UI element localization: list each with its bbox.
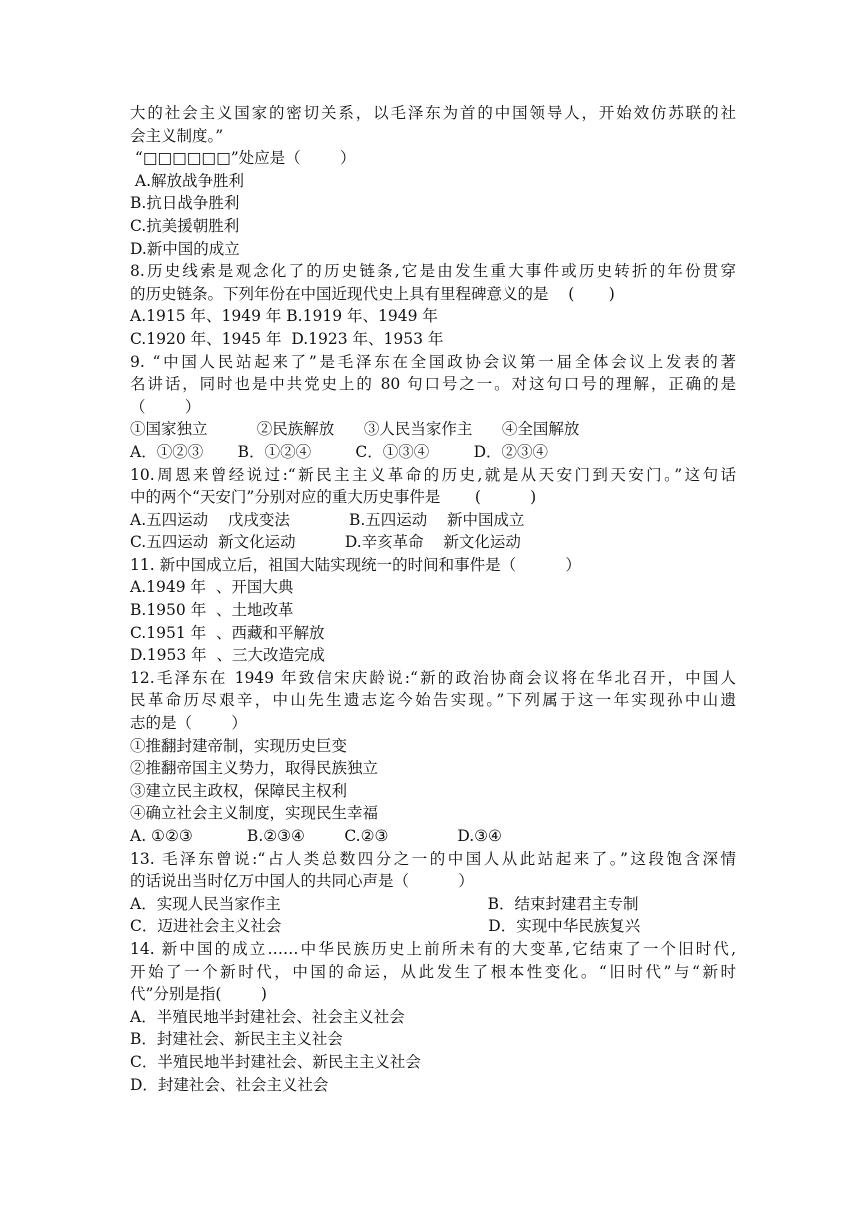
text-line: 会主义制度。” — [130, 126, 224, 145]
option-line: A. ①②③ B.②③④ C.②③ D.③④ — [130, 827, 502, 845]
option-line: ③建立民主政权，保障民主权利 — [130, 781, 348, 800]
text-line: 11. 新中国成立后，祖国大陆实现统一的时间和事件是（ ） — [130, 555, 581, 574]
option-line: D.新中国的成立 — [130, 239, 240, 258]
text-line: 民革命历尽艰辛，中山先生遗志迄今始告实现。”下列属于这一年实现孙中山遗 — [130, 691, 736, 710]
text-line: 大的社会主义国家的密切关系，以毛泽东为首的中国领导人，开始效仿苏联的社 — [130, 104, 736, 122]
text-line: 代”分别是指( ) — [130, 985, 267, 1004]
option-line: A.解放战争胜利 — [130, 171, 245, 190]
option-line: C.1951 年 、西藏和平解放 — [130, 623, 325, 642]
question-text — [130, 102, 736, 1096]
text-line: 的话说出当时亿万中国人的共同心声是（ ） — [130, 872, 474, 891]
option-line: D.1953 年 、三大改造完成 — [130, 646, 326, 665]
option-line: B.1950 年 、土地改革 — [130, 601, 294, 620]
option-line: ④确立社会主义制度，实现民生幸福 — [130, 804, 379, 823]
text-line: 8.历史线索是观念化了的历史链条,它是由发生重大事件或历史转折的年份贯穿 — [130, 262, 736, 281]
option-line: ①推翻封建帝制，实现历史巨变 — [130, 736, 348, 755]
text-line: 中的两个“天安门”分别对应的重大历史事件是 ( ) — [130, 488, 537, 507]
option-line: A.1915 年、1949 年 B.1919 年、1949 年 — [130, 307, 438, 326]
text-line: 13. 毛泽东曾说:“占人类总数四分之一的中国人从此站起来了。”这段饱含深情 — [130, 849, 736, 868]
option-line: A．半殖民地半封建社会、社会主义社会 — [130, 1007, 405, 1026]
text-line: 志的是（ ） — [130, 714, 247, 733]
option-line: ②推翻帝国主义势力，取得民族独立 — [130, 759, 379, 778]
option-line: ①国家独立 ②民族解放 ③人民当家作主 ④全国解放 — [130, 420, 580, 439]
option-line: B.抗日战争胜利 — [130, 194, 240, 213]
text-line: 10.周恩来曾经说过:“新民主主义革命的历史,就是从天安门到天安门。”这句话 — [130, 465, 736, 484]
option-line: C．半殖民地半封建社会、新民主主义社会 — [130, 1052, 421, 1071]
text-line: 9. “中国人民站起来了”是毛泽东在全国政协会议第一届全体会议上发表的著 — [130, 352, 736, 371]
text-line: “□□□□□□”处应是（ ） — [130, 149, 356, 168]
option-line: C.1920 年、1945 年 D.1923 年、1953 年 — [130, 329, 444, 348]
option-line: C.抗美援朝胜利 — [130, 216, 240, 235]
option-line: A.1949 年 、开国大典 — [130, 578, 294, 597]
option-line: C．迈进社会主义社会 D．实现中华民族复兴 — [130, 917, 641, 936]
option-line: C.五四运动 新文化运动 D.辛亥革命 新文化运动 — [130, 533, 521, 552]
option-line: B．封建社会、新民主主义社会 — [130, 1030, 343, 1049]
text-line: 的历史链条。下列年份在中国近现代史上具有里程碑意义的是 ( ) — [130, 284, 615, 303]
text-line: 名讲话，同时也是中共党史上的 80 句口号之一。对这句口号的理解，正确的是 — [130, 375, 736, 394]
option-line: D．封建社会、社会主义社会 — [130, 1075, 329, 1094]
option-line: A．①②③ B．①②④ C．①③④ D．②③④ — [130, 442, 549, 461]
option-line: A.五四运动 戊戌变法 B.五四运动 新中国成立 — [130, 510, 525, 529]
text-line: 12.毛泽东在 1949 年致信宋庆龄说:“新的政治协商会议将在华北召开，中国人 — [130, 668, 736, 687]
text-line: 14. 新中国的成立……中华民族历史上前所未有的大变革,它结束了一个旧时代, — [130, 939, 736, 958]
option-line: A．实现人民当家作主 B．结束封建君主专制 — [130, 894, 639, 913]
text-line: （ ） — [130, 397, 201, 416]
text-line: 开始了一个新时代，中国的命运，从此发生了根本性变化。“旧时代”与“新时 — [130, 962, 736, 981]
